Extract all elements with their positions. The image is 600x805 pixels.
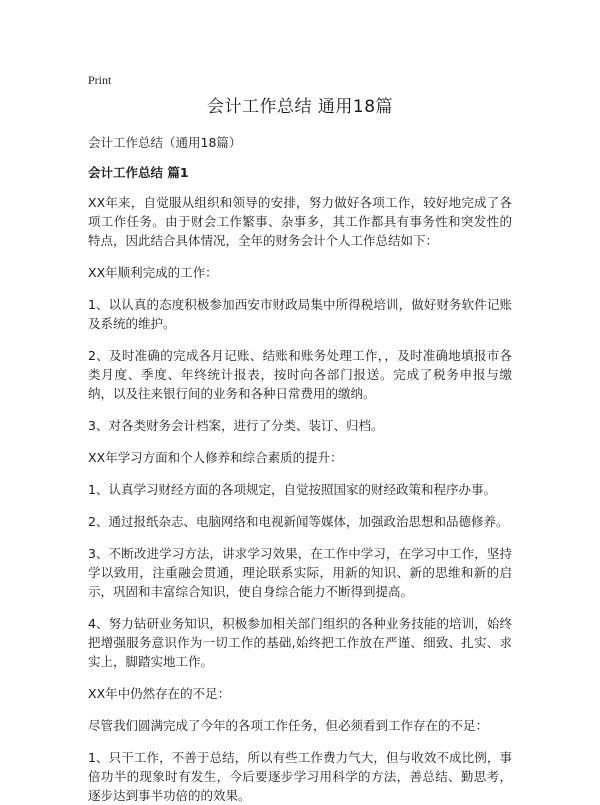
paragraph-study-item-1: 1、认真学习财经方面的各项规定，自觉按照国家的财经政策和程序办事。 [88, 482, 496, 497]
section-heading: 会计工作总结 篇1 [88, 165, 189, 180]
document-subtitle: 会计工作总结（通用18篇） [88, 135, 242, 150]
page-title: 会计工作总结 通用18篇 [206, 97, 394, 117]
paragraph-study-item-4: 4、努力钻研业务知识，积极参加相关部门组织的各种业务技能的培训，始终把增强服务意识作为一切工作的基础,始终把工作放在严谨、细致、扎实、求实上，脚踏实地工作。 [88, 616, 512, 669]
paragraph-shortcomings-heading: XX年中仍然存在的不足： [88, 686, 231, 701]
paragraph-study-heading: XX年学习方面和个人修养和综合素质的提升： [88, 450, 343, 465]
paragraph-study-item-3: 3、不断改进学习方法，讲求学习效果，在工作中学习，在学习中工作，坚持学以致用，注重融会贯通，理论联系实际，用新的知识、新的思维和新的启示，巩固和丰富综合知识，使自身综合能力不断得到提高。 [88, 546, 512, 599]
paragraph-intro: XX年来，自觉服从组织和领导的安排，努力做好各项工作，较好地完成了各项工作任务。由于财会工作繁事、杂事多，其工作都具有事务性和突发性的特点，因此结合具体情况，全年的财务会计个人工作总结如下： [88, 195, 512, 248]
paragraph-completed-item-2: 2、及时准确的完成各月记账、结账和账务处理工作，，及时准确地填报市各类月度、季度、年终统计报表，按时向各部门报送。完成了税务申报与缴纳，以及往来银行间的业务和各种日常费用的缴纳。 [88, 348, 512, 401]
paragraph-completed-heading: XX年顺利完成的工作： [88, 265, 218, 280]
paragraph-shortcomings-intro: 尽管我们圆满完成了今年的各项工作任务，但必须看到工作存在的不足： [88, 718, 489, 733]
paragraph-study-item-2: 2、通过报纸杂志、电脑网络和电视新闻等媒体，加强政治思想和品德修养。 [88, 514, 509, 529]
paragraph-shortcomings-item-1: 1、只干工作，不善于总结，所以有些工作费力气大，但与收效不成比例，事倍功半的现象时有发生，今后要逐步学习用科学的方法，善总结、勤思考，逐步达到事半功倍的的效果。 [88, 750, 512, 803]
print-link[interactable]: Print [88, 73, 112, 87]
paragraph-completed-item-3: 3、对各类财务会计档案，进行了分类、装订、归档。 [88, 418, 384, 433]
paragraph-completed-item-1: 1、以认真的态度积极参加西安市财政局集中所得税培训，做好财务软件记账及系统的维护。 [88, 297, 512, 331]
